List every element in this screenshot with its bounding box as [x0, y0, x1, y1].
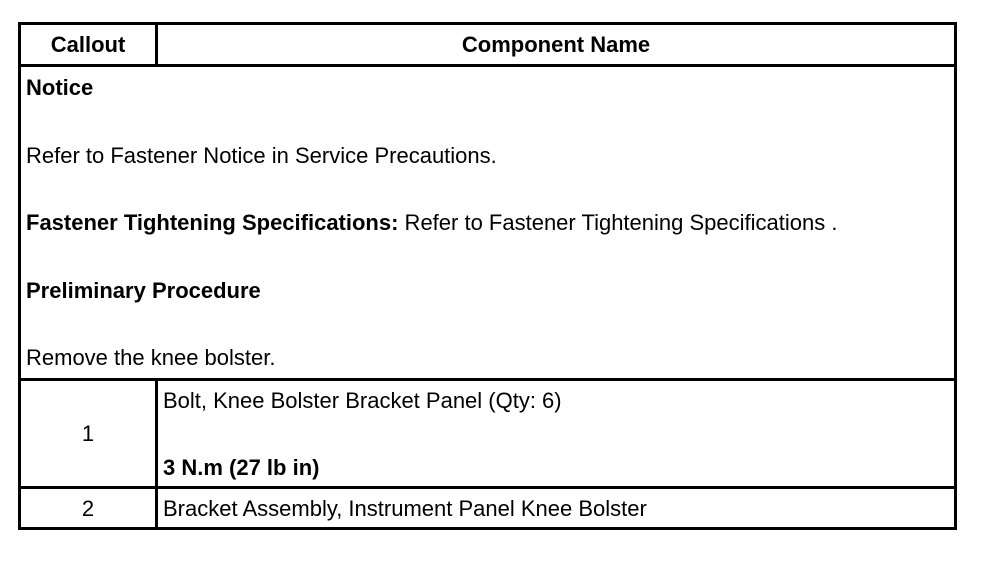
row-1-component: Bolt, Knee Bolster Bracket Panel (Qty: 6)	[163, 388, 562, 413]
rows-column-divider	[155, 378, 158, 527]
preliminary-heading: Preliminary Procedure	[26, 278, 261, 303]
preliminary-text: Remove the knee bolster.	[26, 345, 276, 370]
header-divider	[21, 64, 954, 67]
row-divider	[21, 486, 954, 489]
notice-heading: Notice	[26, 75, 94, 100]
component-table	[18, 22, 957, 530]
row-2-callout: 2	[81, 496, 95, 521]
header-callout: Callout	[50, 32, 126, 57]
header-component-name: Component Name	[461, 32, 651, 57]
tightening-spec-label: Fastener Tightening Specifications:	[26, 210, 399, 235]
row-1-callout: 1	[81, 421, 95, 446]
notice-text: Refer to Fastener Notice in Service Precautions.	[26, 143, 497, 168]
row-1-torque-spec: 3 N.m (27 lb in)	[163, 455, 320, 480]
tightening-spec-line	[26, 210, 837, 236]
notice-divider	[21, 378, 954, 381]
row-2-component: Bracket Assembly, Instrument Panel Knee Bolster	[163, 496, 647, 521]
tightening-spec-text: Refer to Fastener Tightening Specifications .	[398, 210, 838, 235]
